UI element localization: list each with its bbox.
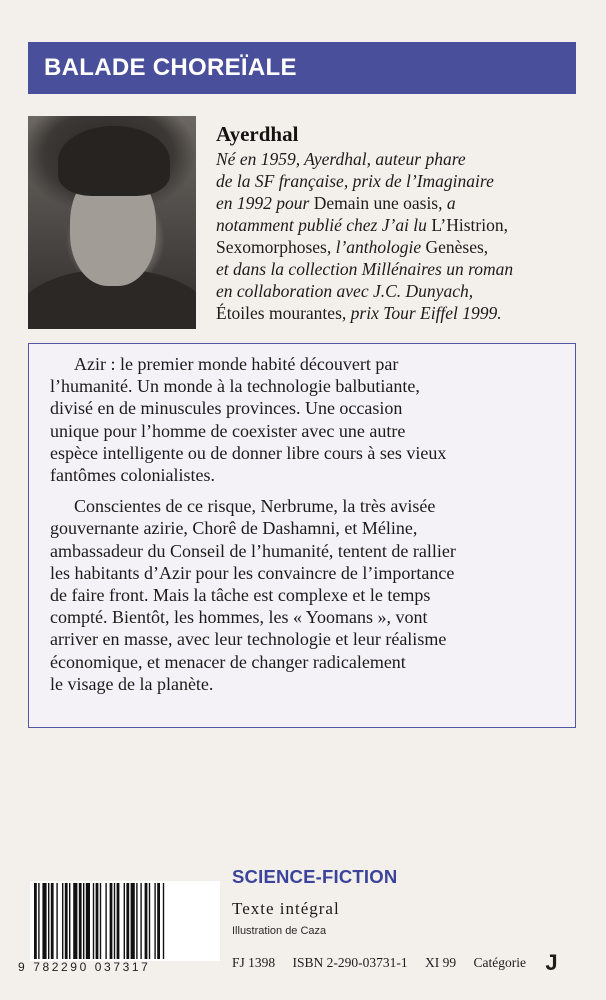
description-line: compté. Bientôt, les hommes, les « Yoomans », vont <box>50 607 428 628</box>
bio-run: notamment publié chez J’ai lu <box>216 215 432 235</box>
bio-line <box>216 214 588 236</box>
bio-line <box>216 236 588 258</box>
barcode-bar <box>62 883 63 959</box>
author-name: Ayerdhal <box>216 122 299 146</box>
edition-date: XI 99 <box>425 955 457 970</box>
barcode-bar <box>149 883 150 959</box>
description-line: le visage de la planète. <box>50 673 214 694</box>
barcode-bar <box>65 883 68 959</box>
description-line: Azir : le premier monde habité découvert par <box>74 354 399 374</box>
book-title: BALADE CHOREÏALE <box>44 54 297 81</box>
barcode-bar <box>100 883 101 959</box>
bio-run: , a <box>438 193 456 213</box>
barcode-bar <box>157 883 160 959</box>
bio-run: Sexomorphoses <box>216 237 327 257</box>
barcode-bar <box>51 883 54 959</box>
bio-run: Né en 1959, Ayerdhal, auteur phare <box>216 149 466 169</box>
description-line: les habitants d’Azir pour les convaincre de l’importance <box>50 562 455 583</box>
barcode-bar <box>105 883 106 959</box>
barcode-bar <box>96 883 99 959</box>
category-label <box>473 950 572 975</box>
author-section <box>216 122 588 324</box>
barcode-bar <box>69 883 70 959</box>
description-line: fantômes colonialistes. <box>50 465 215 486</box>
barcode-bar <box>136 883 137 959</box>
book-description <box>50 353 570 695</box>
bio-run: de la SF française, prix de l’Imaginaire <box>216 171 494 191</box>
bio-run: , prix Tour Eiffel 1999. <box>341 303 502 323</box>
barcode <box>30 881 220 961</box>
barcode-bar <box>163 883 164 959</box>
description-line: gouvernante azirie, Chorê de Dashamni, et Méline, <box>50 518 418 539</box>
barcode-bar <box>56 883 57 959</box>
bio-line <box>216 302 588 324</box>
genre-label: SCIENCE-FICTION <box>232 866 398 887</box>
barcode-bar <box>42 883 46 959</box>
description-line: espèce intelligente ou de donner libre cours à ses vieux <box>50 442 447 463</box>
barcode-bar <box>93 883 94 959</box>
bio-line <box>216 192 588 214</box>
barcode-bar <box>110 883 113 959</box>
barcode-bar <box>145 883 148 959</box>
bio-run: Demain une oasis <box>313 193 439 213</box>
description-line: ambassadeur du Conseil de l’humanité, tentent de rallier <box>50 540 456 561</box>
illustration-credit: Illustration de Caza <box>232 925 327 937</box>
barcode-bar <box>34 883 37 959</box>
category-letter: J <box>545 950 558 975</box>
photo-hair <box>58 126 170 196</box>
barcode-bar <box>86 883 90 959</box>
bio-run: et dans la collection Millénaires un roman <box>216 259 514 279</box>
barcode-number: 9 782290 037317 <box>18 960 151 974</box>
bio-run: Genèses, <box>425 237 489 257</box>
bio-run: en collaboration avec J.C. Dunyach, <box>216 281 474 301</box>
description-line: divisé en de minuscules provinces. Une occasion <box>50 398 403 419</box>
bio-run: en 1992 pour <box>216 193 314 213</box>
bio-line <box>216 280 588 302</box>
bio-run: , l’anthologie <box>326 237 426 257</box>
barcode-bar <box>140 883 141 959</box>
description-line: l’humanité. Un monde à la technologie balbutiante, <box>50 376 420 397</box>
description-line: de faire front. Mais la tâche est complexe et le temps <box>50 585 431 606</box>
bio-line <box>216 148 588 170</box>
category-label-text: Catégorie <box>473 955 526 970</box>
author-photo <box>28 116 196 329</box>
description-line: économique, et menacer de changer radicalement <box>50 651 406 672</box>
integral-text-label: Texte intégral <box>232 899 340 918</box>
bio-run: L’Histrion, <box>431 215 508 235</box>
isbn: ISBN 2-290-03731-1 <box>292 955 408 970</box>
barcode-bar <box>117 883 120 959</box>
barcode-bar <box>124 883 125 959</box>
description-line: arriver en masse, avec leur technologie et leur réalisme <box>50 629 447 650</box>
barcode-bar <box>114 883 115 959</box>
author-bio <box>216 148 588 324</box>
publication-info <box>232 950 592 976</box>
bio-run: Étoiles mourantes <box>216 303 342 323</box>
collection-code: FJ 1398 <box>232 955 276 970</box>
barcode-bar <box>131 883 135 959</box>
barcode-bar <box>38 883 39 959</box>
barcode-bar <box>154 883 155 959</box>
barcode-bar <box>126 883 129 959</box>
barcode-bar <box>48 883 49 959</box>
barcode-bar <box>73 883 77 959</box>
description-line: Conscientes de ce risque, Nerbrume, la très avisée <box>74 496 436 517</box>
bio-line <box>216 170 588 192</box>
barcode-bar <box>83 883 84 959</box>
description-line: unique pour l’homme de coexister avec une autre <box>50 420 406 441</box>
paragraph-gap <box>50 486 570 495</box>
barcode-bar <box>79 883 82 959</box>
title-band <box>28 42 576 94</box>
bio-line <box>216 258 588 280</box>
